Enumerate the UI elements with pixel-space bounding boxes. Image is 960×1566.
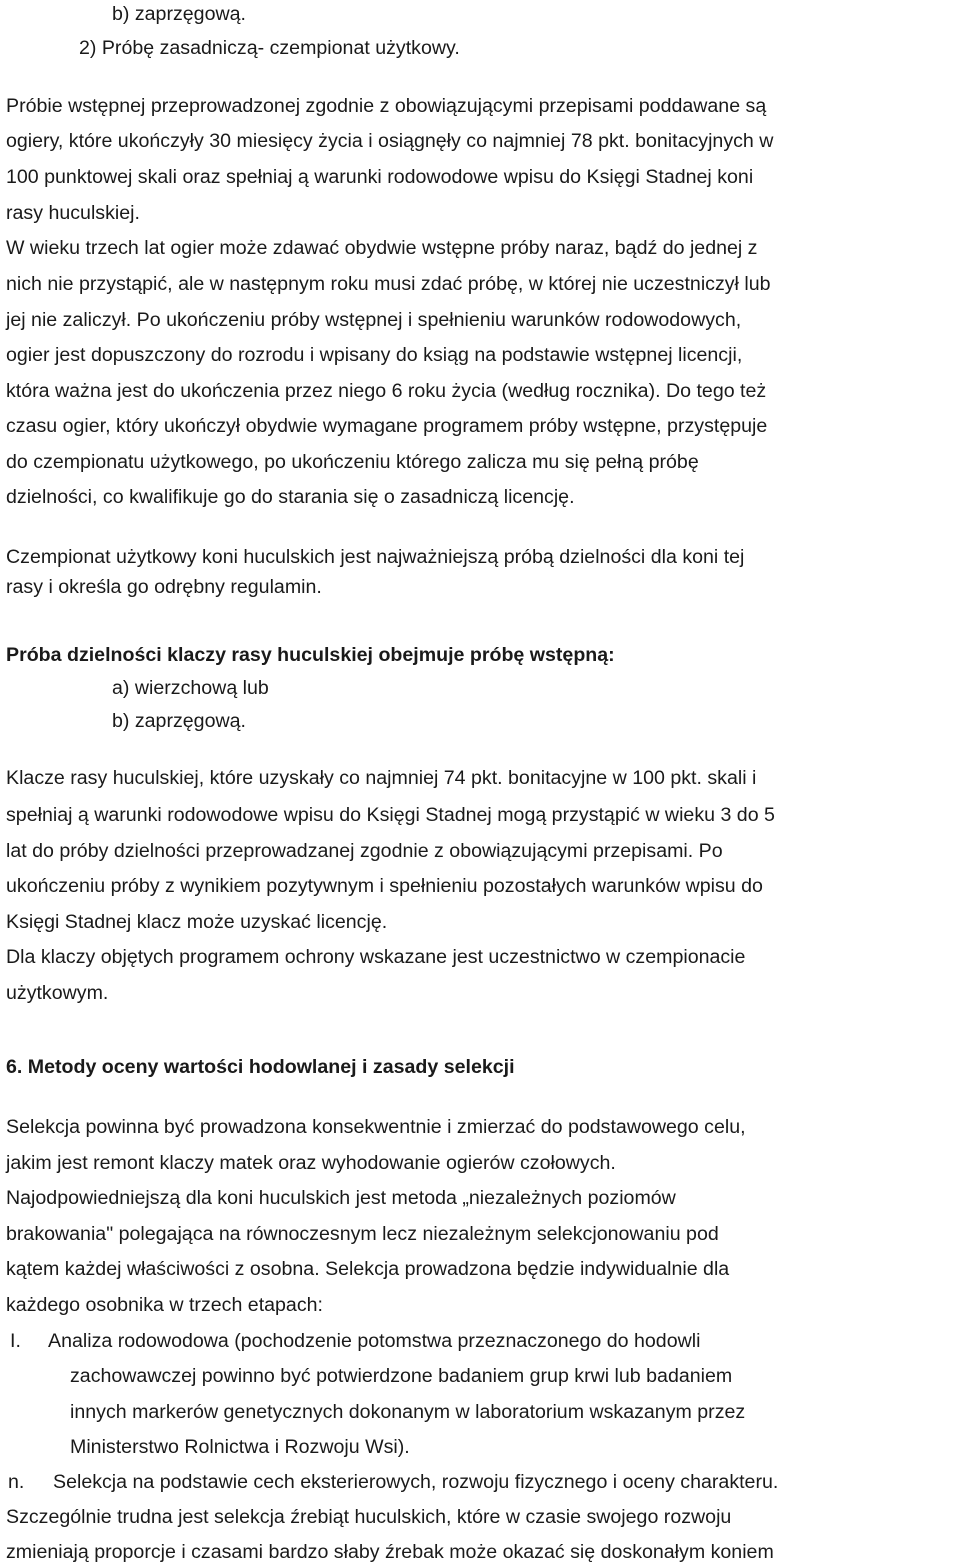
paragraph-line: brakowania" polegająca na równoczesnym lecz niezależnym selekcjonowaniu pod <box>6 1223 719 1245</box>
paragraph-line: kątem każdej właściwości z osobna. Selekcja prowadzona będzie indywidualnie dla <box>6 1258 730 1280</box>
paragraph-line: jakim jest remont klaczy matek oraz wyhodowanie ogierów czołowych. <box>6 1152 616 1174</box>
paragraph-line: rasy huculskiej. <box>6 202 140 224</box>
paragraph-line: zmieniają proporcje i czasami bardzo słaby źrebak może okazać się doskonałym koniem <box>6 1541 774 1563</box>
paragraph-line: użytkowym. <box>6 982 109 1004</box>
paragraph-line: ogier jest dopuszczony do rozrodu i wpisany do ksiąg na podstawie wstępnej licencji, <box>6 344 743 366</box>
list-item-text: Analiza rodowodowa (pochodzenie potomstwa przeznaczonego do hodowli <box>48 1330 701 1352</box>
list-item: 2) Próbę zasadniczą- czempionat użytkowy. <box>79 37 460 59</box>
list-item: b) zaprzęgową. <box>112 710 246 732</box>
paragraph-line: Czempionat użytkowy koni huculskich jest najważniejszą próbą dzielności dla koni tej <box>6 546 745 568</box>
paragraph-line: dzielności, co kwalifikuje go do starania się o zasadniczą licencję. <box>6 486 575 508</box>
list-item-text: Selekcja na podstawie cech eksterierowych, rozwoju fizycznego i oceny charakteru. <box>53 1471 779 1493</box>
paragraph-line: W wieku trzech lat ogier może zdawać obydwie wstępne próby naraz, bądź do jednej z <box>6 237 758 259</box>
paragraph-line: rasy i określa go odrębny regulamin. <box>6 576 322 598</box>
paragraph-line: 100 punktowej skali oraz spełniaj ą warunki rodowodowe wpisu do Księgi Stadnej koni <box>6 166 754 188</box>
paragraph-line: Dla klaczy objętych programem ochrony wskazane jest uczestnictwo w czempionacie <box>6 946 746 968</box>
paragraph-line: która ważna jest do ukończenia przez niego 6 roku życia (według rocznika). Do tego też <box>6 380 767 402</box>
section-subheading: Próba dzielności klaczy rasy huculskiej obejmuje próbę wstępną: <box>6 644 615 666</box>
paragraph-line: ogiery, które ukończyły 30 miesięcy życia i osiągnęły co najmniej 78 pkt. bonitacyjnych w <box>6 130 774 152</box>
paragraph-line: spełniaj ą warunki rodowodowe wpisu do Księgi Stadnej mogą przystąpić w wieku 3 do 5 <box>6 804 775 826</box>
paragraph-line: Klacze rasy huculskiej, które uzyskały co najmniej 74 pkt. bonitacyjne w 100 pkt. skali i <box>6 767 757 789</box>
paragraph-line: Księgi Stadnej klacz może uzyskać licencję. <box>6 911 388 933</box>
paragraph-line: Szczególnie trudna jest selekcja źrebiąt huculskich, które w czasie swojego rozwoju <box>6 1506 732 1528</box>
list-item: b) zaprzęgową. <box>112 3 246 25</box>
list-item: a) wierzchową lub <box>112 677 269 699</box>
paragraph-line: każdego osobnika w trzech etapach: <box>6 1294 323 1316</box>
paragraph-line: czasu ogier, który ukończył obydwie wymagane programem próby wstępne, przystępuje <box>6 415 768 437</box>
paragraph-line: jej nie zaliczył. Po ukończeniu próby wstępnej i spełnieniu warunków rodowodowych, <box>6 309 742 331</box>
list-item-text: innych markerów genetycznych dokonanym w laboratorium wskazanym przez <box>70 1401 746 1423</box>
paragraph-line: Najodpowiedniejszą dla koni huculskich jest metoda „niezależnych poziomów <box>6 1187 676 1209</box>
list-item-text: Ministerstwo Rolnictwa i Rozwoju Wsi). <box>70 1436 410 1458</box>
paragraph-line: nich nie przystąpić, ale w następnym roku musi zdać próbę, w której nie uczestniczył lub <box>6 273 771 295</box>
paragraph-line: do czempionatu użytkowego, po ukończeniu którego zalicza mu się pełną próbę <box>6 451 699 473</box>
paragraph-line: ukończeniu próby z wynikiem pozytywnym i spełnieniu pozostałych warunków wpisu do <box>6 875 763 897</box>
list-marker: I. <box>10 1330 21 1352</box>
paragraph-line: Próbie wstępnej przeprowadzonej zgodnie z obowiązującymi przepisami poddawane są <box>6 95 767 117</box>
section-heading: 6. Metody oceny wartości hodowlanej i zasady selekcji <box>6 1056 515 1078</box>
list-item-text: zachowawczej powinno być potwierdzone badaniem grup krwi lub badaniem <box>70 1365 733 1387</box>
paragraph-line: lat do próby dzielności przeprowadzanej zgodnie z obowiązującymi przepisami. Po <box>6 840 723 862</box>
list-marker: n. <box>8 1471 25 1493</box>
paragraph-line: Selekcja powinna być prowadzona konsekwentnie i zmierzać do podstawowego celu, <box>6 1116 746 1138</box>
